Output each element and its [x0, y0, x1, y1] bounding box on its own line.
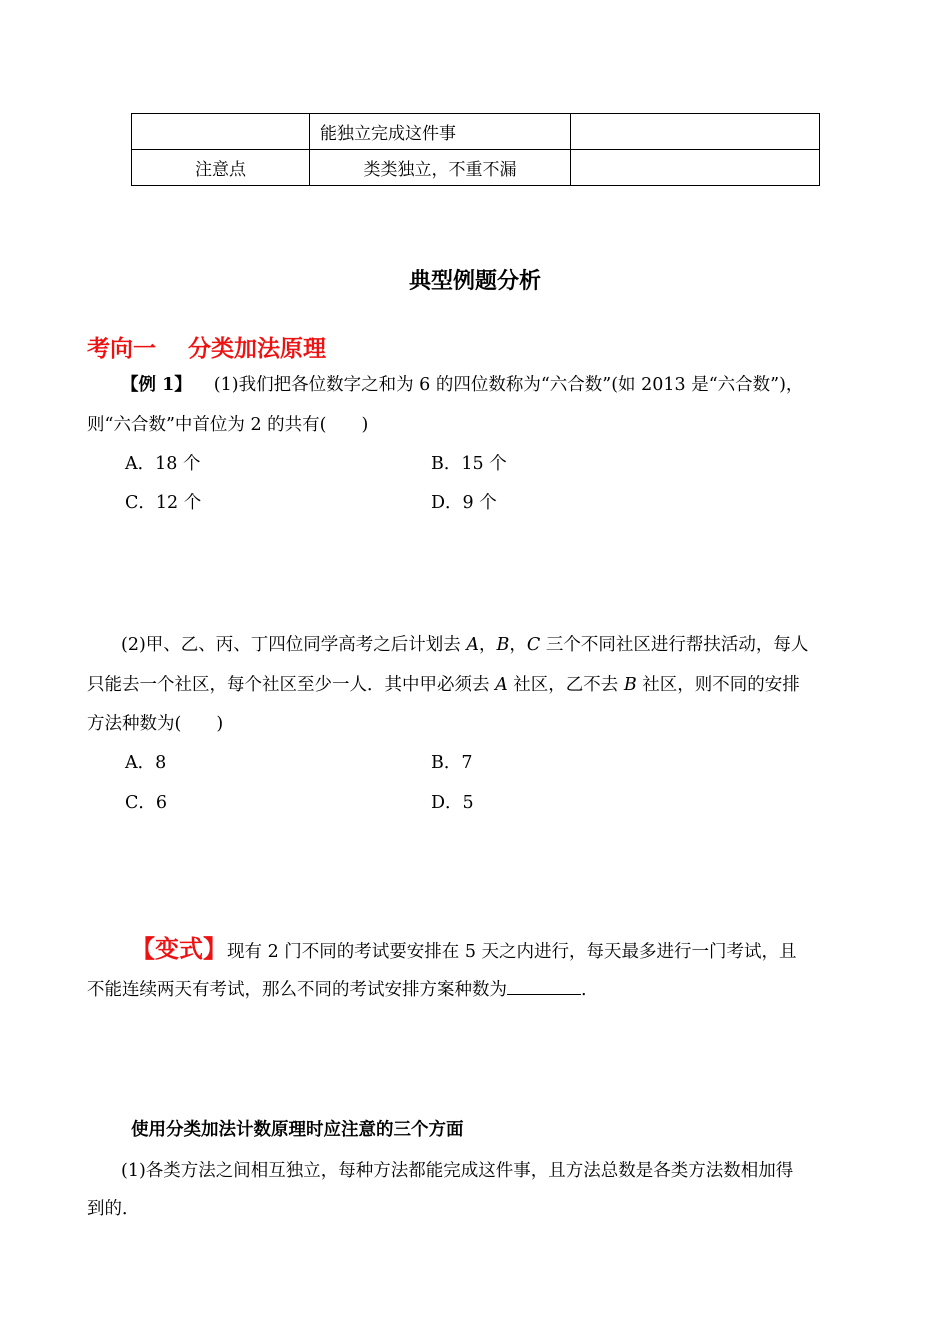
question-text: 社区，乙不去 — [507, 675, 624, 695]
heading-number: 考向一 — [87, 336, 156, 362]
question-text: 三个不同社区进行帮扶活动，每人 — [540, 635, 809, 655]
question-text: 只能去一个社区，每个社区至少一人．其中甲必须去 — [87, 675, 496, 695]
var-c: C — [526, 635, 541, 655]
example1-q2-line3: 方法种数为( ) — [87, 714, 224, 734]
notes-title: 使用分类加法计数原理时应注意的三个方面 — [131, 1120, 464, 1140]
variant-line1 — [131, 934, 797, 967]
var-b: B — [623, 675, 637, 695]
notes-p1-line2: 到的． — [87, 1199, 140, 1219]
example1-q1-line1 — [121, 373, 803, 397]
variant-tag: 【变式】 — [131, 934, 227, 963]
example1-q1-line2: 则“六合数”中首位为 2 的共有( ) — [87, 415, 369, 435]
option-a: A．8 — [125, 753, 167, 773]
var-a: A — [495, 675, 508, 695]
punct: . — [581, 980, 587, 1000]
punct: ， — [479, 635, 497, 655]
question-text: 现有 2 门不同的考试要安排在 5 天之内进行，每天最多进行一门考试，且 — [227, 942, 797, 962]
table-cell — [571, 114, 820, 150]
question-text: 不能连续两天有考试，那么不同的考试安排方案种数为 — [87, 980, 507, 1000]
table-row — [132, 114, 820, 150]
example1-q2-line2 — [87, 673, 800, 697]
example1-q2-line1 — [121, 633, 808, 657]
table-row — [132, 150, 820, 186]
option-a: A．18 个 — [125, 454, 201, 474]
table-cell — [571, 150, 820, 186]
var-b: B — [496, 635, 510, 655]
var-a: A — [466, 635, 479, 655]
option-c: C．12 个 — [125, 493, 202, 513]
table-cell: 类类独立，不重不漏 — [310, 150, 571, 186]
option-c: C．6 — [125, 793, 168, 813]
option-b: B．15 个 — [431, 454, 507, 474]
section-heading — [87, 330, 326, 363]
option-d: D．9 个 — [431, 493, 497, 513]
table-cell — [310, 114, 571, 150]
example-tag: 【例 1】 — [121, 375, 192, 395]
section-title: 典型例题分析 — [408, 269, 541, 294]
table-cell — [132, 114, 310, 150]
answer-blank — [507, 976, 581, 995]
question-text: (1)我们把各位数字之和为 6 的四位数称为“六合数”(如 2013 是“六合数”)， — [213, 375, 804, 395]
punct: ， — [509, 635, 527, 655]
question-text: (2)甲、乙、丙、丁四位同学高考之后计划去 — [121, 635, 467, 655]
variant-line2 — [87, 976, 587, 1002]
option-b: B．7 — [431, 753, 473, 773]
cell-text: 能独立完成这件事 — [320, 124, 456, 144]
heading-title: 分类加法原理 — [188, 336, 326, 362]
notes-p1-line1: (1)各类方法之间相互独立，每种方法都能完成这件事，且方法总数是各类方法数相加得 — [121, 1161, 794, 1181]
table-cell: 注意点 — [132, 150, 310, 186]
summary-table — [131, 113, 820, 186]
question-text: 社区，则不同的安排 — [636, 675, 800, 695]
option-d: D．5 — [431, 793, 474, 813]
